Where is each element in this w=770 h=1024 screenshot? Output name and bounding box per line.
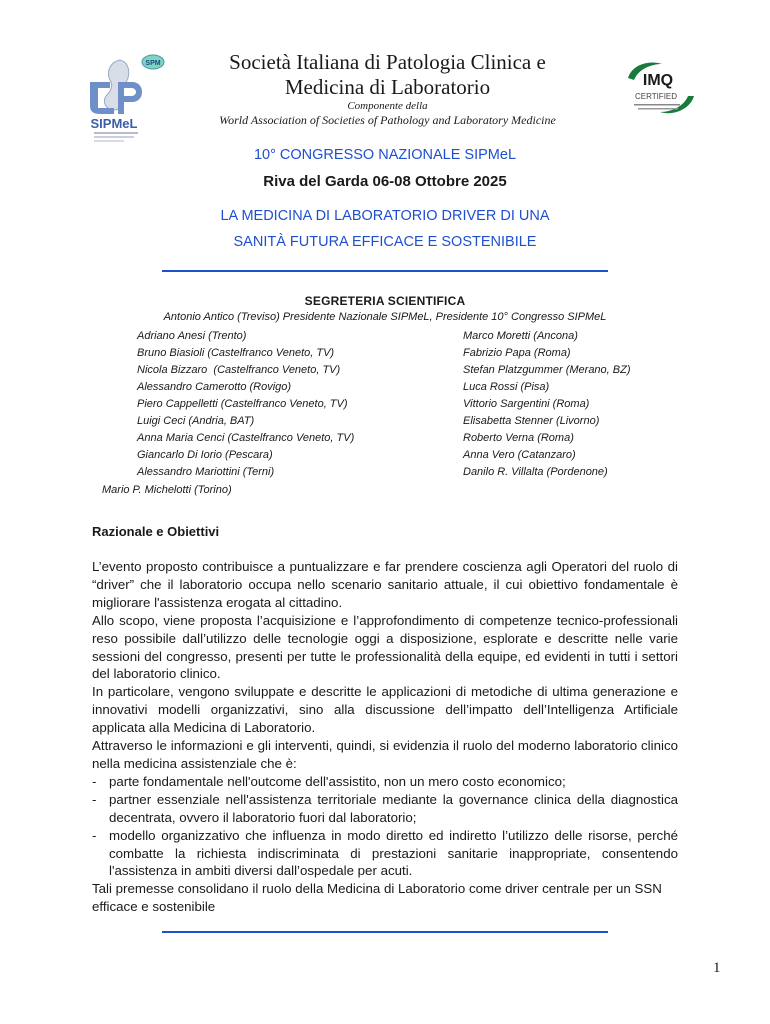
- org-subtitle-association: World Association of Societies of Pathology and Laboratory Medicine: [219, 113, 556, 127]
- paragraph: Allo scopo, viene proposta l’acquisizione e l’approfondimento di competenze tecnico-professionali reso possibile dall’utilizzo delle tecnologie oggi a disposizione, esplorate e descritte nelle varie sessioni del congresso, presenti per tutte le professionalità della equipe, ed evidenti in tutti i settori del laboratorio clinico.: [92, 612, 678, 682]
- member-name: Piero Cappelletti (Castelfranco Veneto, TV): [137, 398, 348, 410]
- member-name: Marco Moretti (Ancona): [463, 330, 578, 342]
- bullet-item: [92, 827, 678, 881]
- congress-theme-line1: LA MEDICINA DI LABORATORIO DRIVER DI UNA: [220, 208, 550, 224]
- member-name: Mario P. Michelotti (Torino): [102, 484, 232, 496]
- svg-text:CERTIFIED: CERTIFIED: [634, 92, 678, 101]
- member-name: Anna Maria Cenci (Castelfranco Veneto, TV): [137, 432, 355, 444]
- bullet-marker: -: [92, 773, 97, 789]
- svg-text:SPM: SPM: [145, 60, 161, 67]
- bullet-text: parte fondamentale nell'outcome dell'assistito, non un mero costo economico;: [109, 773, 566, 789]
- sipmel-logo: [80, 52, 172, 144]
- congress-theme-line2: SANITÀ FUTURA EFFICACE E SOSTENIBILE: [233, 234, 537, 250]
- paragraph-closing: Tali premesse consolidano il ruolo della Medicina di Laboratorio come driver centrale per un SSN efficace e sostenibile: [92, 881, 662, 915]
- member-name: Giancarlo Di Iorio (Pescara): [137, 449, 273, 461]
- member-name: Danilo R. Villalta (Pordenone): [463, 466, 608, 478]
- member-name: Adriano Anesi (Trento): [137, 330, 247, 342]
- member-name: Nicola Bizzaro (Castelfranco Veneto, TV): [137, 364, 341, 376]
- congress-place-date: Riva del Garda 06-08 Ottobre 2025: [263, 173, 507, 190]
- member-name: Fabrizio Papa (Roma): [463, 347, 571, 359]
- page-number: 1: [713, 960, 721, 976]
- member-name: Stefan Platzgummer (Merano, BZ): [463, 364, 631, 376]
- member-name: Alessandro Mariottini (Terni): [137, 466, 275, 478]
- bullet-item: [92, 773, 678, 791]
- org-title: Società Italiana di Patologia Clinica e Medicina di Laboratorio: [229, 50, 546, 99]
- member-name: Anna Vero (Catanzaro): [463, 449, 576, 461]
- bullet-text: modello organizzativo che influenza in modo diretto ed indiretto l’utilizzo delle risorse, perché combatte la richiesta indiscriminata di prestazioni sanitarie inappropriate, consentendo l'assistenza in ambiti diversi dall’ospedale per acuti.: [109, 827, 678, 879]
- secretariat-president: Antonio Antico (Treviso) Presidente Nazionale SIPMeL, Presidente 10° Congresso SIPMeL: [163, 311, 607, 323]
- svg-text:IMQ: IMQ: [642, 72, 674, 89]
- member-name: Vittorio Sargentini (Roma): [463, 398, 590, 410]
- org-subtitle-component: Componente della: [347, 100, 428, 112]
- member-name: Elisabetta Stenner (Livorno): [463, 415, 600, 427]
- imq-certified-logo: [620, 58, 702, 122]
- member-name: Roberto Verna (Roma): [463, 432, 574, 444]
- paragraph: L’evento proposto contribuisce a puntualizzare e far prendere coscienza agli Operatori del ruolo di “driver” che il laboratorio occupa nello scenario sanitario attuale, il cui obiettivo fondamentale è migliorare l'assistenza erogata al cittadino.: [92, 559, 678, 610]
- rationale-body: [92, 558, 678, 916]
- secretariat-left-column: [137, 328, 354, 481]
- member-name: Alessandro Camerotto (Rovigo): [137, 381, 292, 393]
- congress-title: 10° CONGRESSO NAZIONALE SIPMeL: [253, 147, 517, 163]
- section-heading: Razionale e Obiettivi: [92, 524, 220, 539]
- member-name: Luigi Ceci (Andria, BAT): [137, 415, 255, 427]
- divider-top: [162, 270, 608, 272]
- paragraph: Attraverso le informazioni e gli interventi, quindi, si evidenzia il ruolo del moderno laboratorio clinico nella medicina assistenziale che è:: [92, 738, 678, 771]
- secretariat-title: SEGRETERIA SCIENTIFICA: [304, 294, 466, 308]
- bullet-marker: -: [92, 827, 97, 843]
- member-name: Luca Rossi (Pisa): [463, 381, 550, 393]
- secretariat-right-column: [463, 328, 631, 481]
- member-name: Bruno Biasioli (Castelfranco Veneto, TV): [137, 347, 335, 359]
- sipmel-logo-text: SIPMeL: [90, 116, 138, 131]
- paragraph: In particolare, vengono sviluppate e descritte le applicazioni di metodiche di ultima generazione e innovativi modelli organizzativi, sino alla discussione dell’impatto dell’Intelligenza Artificiale applicata alla Medicina di Laboratorio.: [92, 684, 678, 736]
- bullet-text: partner essenziale nell'assistenza territoriale mediante la governance clinica della diagnostica decentrata, ovvero il laboratorio fuori dal laboratorio;: [109, 791, 678, 825]
- bullet-item: [92, 791, 678, 827]
- divider-bottom: [162, 931, 608, 933]
- bullet-marker: -: [92, 791, 97, 807]
